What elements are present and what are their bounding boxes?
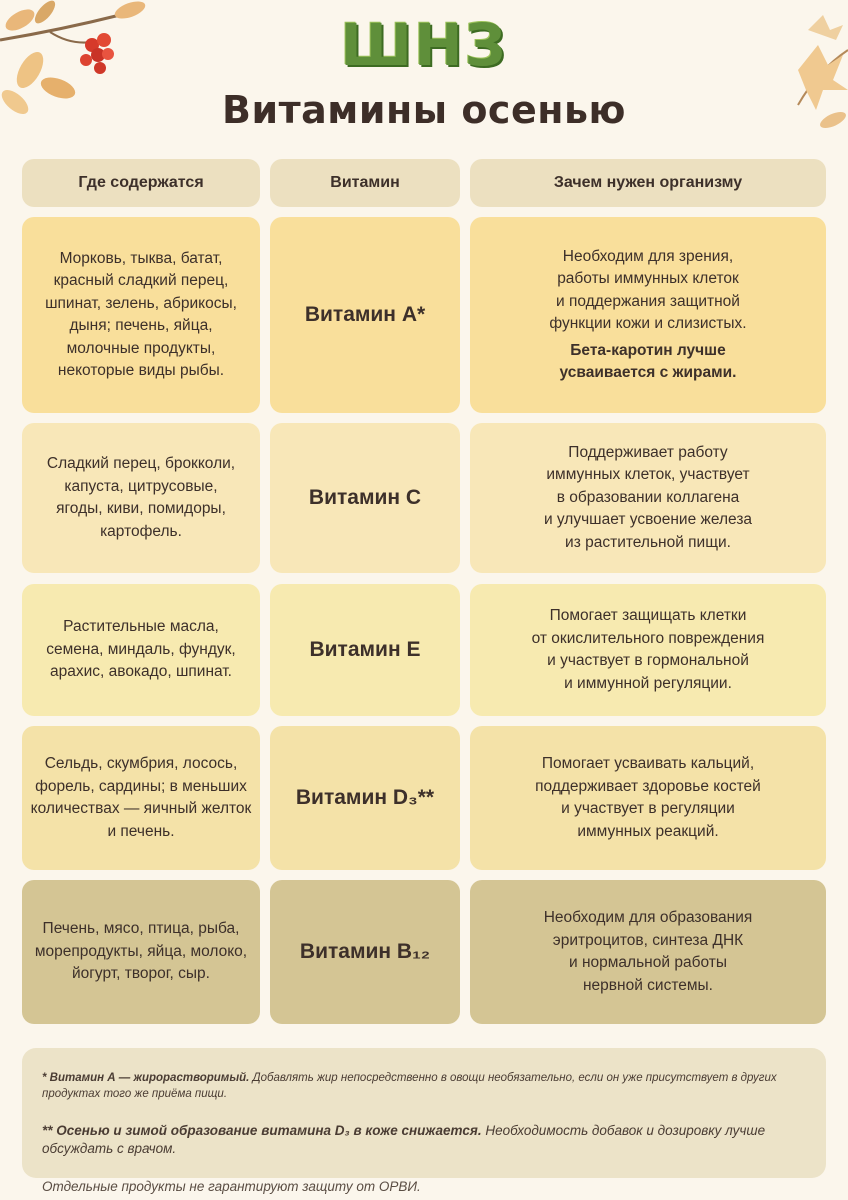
table-row-sources-cell [22,423,260,573]
table-row-vitamin-cell [270,584,460,716]
sources-text: Растительные масла, семена, миндаль, фундук, арахис, авокадо, шпинат. [46,618,236,681]
table-row-benefit-cell [470,217,826,413]
sources-text: Печень, мясо, птица, рыба, морепродукты, яйца, молоко, йогурт, творог, сыр. [34,920,248,983]
footnote-vitamin-a-bold: * Витамин А — жирорастворимый. [42,1072,250,1084]
vitamin-name: Витамин E [309,638,421,661]
page-title: Витамины осенью [222,88,626,132]
benefit-text: Поддерживает работу иммунных клеток, участвует в образовании коллагена и улучшает усвоение железа из растительной пищи. [543,443,753,551]
footnote-vitamin-d [42,1122,806,1158]
footnote-vitamin-a-text: Добавлять жир непосредственно в овощи необязательно, если он уже присутствует в других продуктах того же приёма пищи. [42,1072,777,1100]
benefit-text: Помогает защищать клетки от окислительного повреждения и участвует в гормональной и иммунной регуляции. [531,607,765,692]
table-row-vitamin-cell [270,880,460,1024]
sources-text: Сельдь, скумбрия, лосось, форель, сардины; в меньших количествах — яичный желток и печень. [30,755,252,840]
table-row-sources-cell [22,726,260,870]
table-row-benefit-cell [470,726,826,870]
table-row-vitamin-cell [270,423,460,573]
table-row-benefit-cell [470,423,826,573]
benefit-text: Необходим для зрения, работы иммунных клеток и поддержания защитной функции кожи и слизистых. [549,247,747,332]
brand-logo: ШНЗ [340,11,508,79]
table-row-sources-cell [22,584,260,716]
vitamin-name: Витамин D₃** [295,786,435,809]
benefit-text: Помогает усваивать кальций, поддерживает здоровье костей и участвует в регуляции иммунных реакций. [535,755,761,840]
table-row-vitamin-cell [270,726,460,870]
footnote-disclaimer: Отдельные продукты не гарантируют защиту от ОРВИ. [42,1179,421,1194]
vitamin-name: Витамин B₁₂ [299,940,431,963]
table-row-vitamin-cell [270,217,460,413]
footnote-vitamin-d-text: Необходимость добавок и дозировку лучше обсуждать с врачом. [42,1123,766,1156]
footnotes-box [22,1048,826,1194]
benefit-text: Необходим для образования эритроцитов, синтеза ДНК и нормальной работы нервной системы. [543,909,753,994]
column-header-benefit: Зачем нужен организму [470,159,826,207]
sources-text: Сладкий перец, брокколи, капуста, цитрусовые, ягоды, киви, помидоры, картофель. [46,455,236,540]
table-row-sources-cell [22,217,260,413]
column-header-vitamin: Витамин [270,159,460,207]
vitamin-name: Витамин A* [304,303,426,326]
sources-text: Морковь, тыква, батат, красный сладкий перец, шпинат, зелень, абрикосы, дыня; печень, яйца, молочные продукты, некоторые виды рыбы. [45,249,237,379]
benefit-note: Бета-каротин лучше усваивается с жирами. [559,341,737,381]
table-row-benefit-cell [470,584,826,716]
column-header-sources: Где содержатся [22,159,260,207]
footnote-vitamin-d-bold: ** Осенью и зимой образование витамина D₃ в коже снижается. [42,1123,482,1138]
vitamin-name: Витамин C [308,486,422,509]
table-row-benefit-cell [470,880,826,1024]
table-row-sources-cell [22,880,260,1024]
footnote-vitamin-a [42,1070,806,1102]
